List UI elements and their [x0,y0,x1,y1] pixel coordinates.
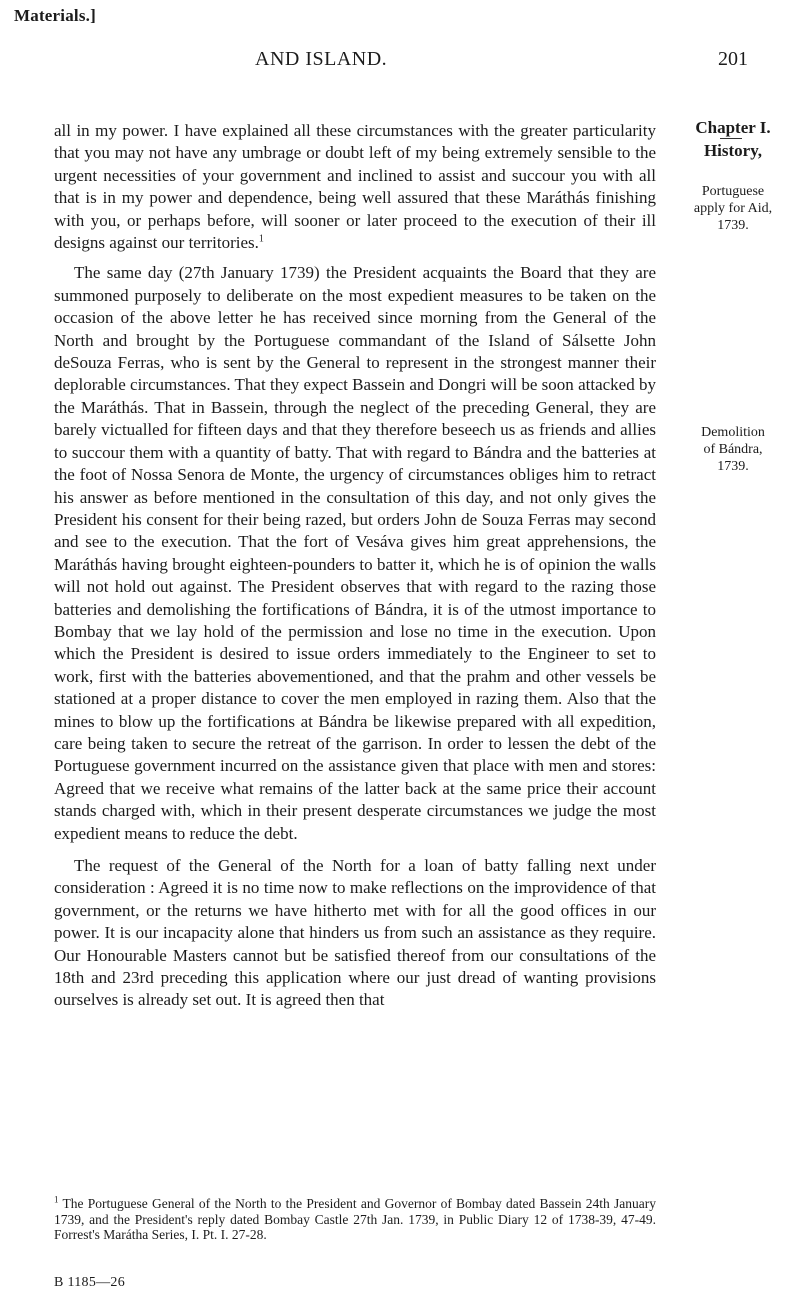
body-text [54,120,656,1012]
paragraph-1 [54,120,656,254]
footnote-reference: 1 [258,233,264,245]
printer-signature: B 1185—26 [54,1275,126,1290]
margin-note-portuguese-aid: Portuguese apply for Aid, 1739. [693,184,773,233]
paragraph-2: The same day (27th January 1739) the President acquaints the Board that they are summoned purposely to deliberate on the most expedient measures to be taken on the occasion of the above letter he has received since morning from the General of the North and brought by the Portuguese commandant of the Island of Sálsette John deSouza Ferras, who is sent by the General to represent in the strongest manner their deplorable circumstances. That they expect Bassein and Dongri will be soon attacked by the Maráthás. That in Bassein, through the neglect of the preceding General, they are barely victualled for fifteen days and that they therefore beseech us as friends and allies to succour them with a quantity of batty. That with regard to Bándra and the batteries at the foot of Nossa Senora de Monte, the urgency of circumstances obliges him to retract his answer as before mentioned in the consultation of this day, and not only gives the President his consent for their being razed, but orders John de Souza Ferras may second and see to the execution. That the fort of Vesáva gives him great apprehensions, the Maráthás having brought eighteen-pounders to batter it, which he is of opinion the walls will not hold out against. The President observes that with regard to the razing those batteries and demolishing the fortifications of Bándra, it is of the utmost importance to Bombay that we lay hold of the permission and lose no time in the execution. Upon which the President is desired to issue orders immediately to the Engineer to set to work, first with the batteries abovementioned, and that the prahm and other vessels be stationed at a proper distance to cover the men employed in razing them. Also that the mines to blow up the fortifications at Bándra be likewise prepared with all expedition, care being taken to secure the retreat of the garrison. In order to lessen the debt of the Portuguese government incurred on the assistance given that place with men and stores: Agreed that we receive what remains of the latter back at the same price their account stands charged with, which in their present desperate circumstances we judge the most expedient means to reduce the debt. [54,263,656,843]
running-head: AND ISLAND. [255,48,388,70]
paragraph-3: The request of the General of the North for a loan of batty falling next under consideration : Agreed it is no time now to make reflections on the improvidence of that government, or the returns we have hitherto met with for all the good offices in our power. It is our incapacity alone that hinders us from such an assistance as they require. Our Honourable Masters cannot but be satisfied thereof from our consultations of the 18th and 23rd preceding this application where our just dread of wanting provisions ourselves is already set out. It is agreed then that [54,856,656,1010]
paragraph-1-text: all in my power. I have explained all these circumstances with the greater particularity that you may not have any umbrage or doubt left of my being extremely sensible to the urgent necessities of your government and inclined to assist and succour you with all that is in my power and dependence, being well assured that these Maráthás finishing with you, or perhaps before, will sooner or later proceed to the execution of their ill designs against our territories. [54,121,656,253]
section-mark: Materials.] [14,6,96,25]
margin-chapter: Chapter I. [695,118,771,137]
margin-history: History, [703,141,763,160]
footnote [54,1196,656,1243]
margin-note-demolition: Demolition of Bándra, 1739. [701,425,765,474]
footnote-mark: 1 [54,1194,59,1205]
margin-rule [720,138,742,139]
footnote-text: The Portuguese General of the North to the President and Governor of Bombay dated Bassein 24th January 1739, and the President's reply dated Bombay Castle 27th Jan. 1739, in Public Diary 12 of 1738-39, 47-49. Forrest's Marátha Series, I. Pt. I. 27-28. [54,1196,656,1242]
page-number: 201 [718,48,748,70]
